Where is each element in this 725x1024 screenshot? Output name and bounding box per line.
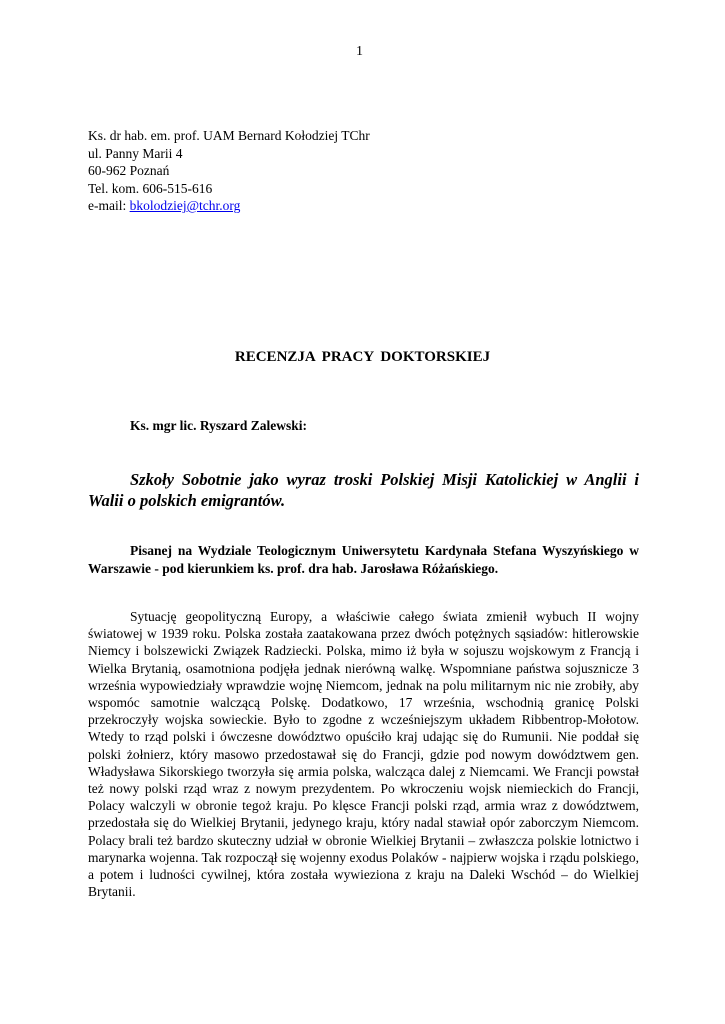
email-link[interactable]: bkolodziej@tchr.org	[129, 198, 241, 213]
phone-line: Tel. kom. 606-515-616	[88, 180, 213, 196]
email-label: e-mail:	[88, 198, 130, 213]
thesis-author: Ks. mgr lic. Ryszard Zalewski:	[130, 418, 308, 433]
thesis-origin-note: Pisanej na Wydziale Teologicznym Uniwersytetu Kardynała Stefana Wyszyńskiego w Warszawie - pod kierunkiem ks. prof. dra hab. Jarosława Różańskiego.	[88, 543, 639, 576]
thesis-title: Szkoły Sobotnie jako wyraz troski Polskiej Misji Katolickiej w Anglii i Walii o polskich emigrantów.	[88, 470, 639, 510]
email-line	[88, 197, 370, 215]
document-title: RECENZJA PRACY DOKTORSKIEJ	[234, 349, 491, 365]
street-line: ul. Panny Marii 4	[88, 145, 183, 161]
city-line: 60-962 Poznań	[88, 163, 170, 178]
address-block	[88, 127, 370, 215]
page-number: 1	[356, 44, 363, 59]
body-paragraph: Sytuację geopolityczną Europy, a właściwie całego świata zmienił wybuch II wojny światowej w 1939 roku. Polska została zaatakowana przez dwóch potężnych sąsiadów: hitlerowskie Niemcy i bolszewicki Związek Radziecki. Polska, mimo iż była w sojuszu wojskowym z Francją i Wielka Brytanią, osamotniona podjęła jednak nierówną walkę. Wspomniane państwa sojusznicze 3 września wypowiedziały wprawdzie wojnę Niemcom, jednak na polu militarnym nic nie zrobiły, aby wspomóc samotnie walczącą Polskę. Dodatkowo, 17 września, wschodnią granicę Polski przekroczyły wojska sowieckie. Było to zgodne z wcześniejszym układem Ribbentrop-Mołotow. Wtedy to rząd polski i ówczesne dowództwo opuściło kraj udając się do Rumunii. Nie poddał się polski żołnierz, który masowo przedostawał się do Francji, gdzie pod nowym dowództwem gen. Władysława Sikorskiego tworzyła się armia polska, walcząca dalej z Niemcami. We Francji powstał też nowy polski rząd wraz z nowym prezydentem. Po wkroczeniu wojsk niemieckich do Francji, Polacy walczyli w obronie tegoż kraju. Po klęsce Francji polski rząd, armia wraz z dowództwem, przedostała się do Wielkiej Brytanii, jedynego kraju, który nadal stawiał opór zaborczym Niemcom. Polacy brali też bardzo skuteczny udział w obronie Wielkiej Brytanii – zwłaszcza polskie lotnictwo i marynarka wojenna. Tak rozpoczął się wojenny exodus Polaków - najpierw wojska i rządu polskiego, a potem i ludności cywilnej, która została wywieziona z kraju na Daleki Wschód – do Wielkiej Brytanii.	[88, 609, 639, 900]
author-name-line: Ks. dr hab. em. prof. UAM Bernard Kołodziej TChr	[88, 128, 370, 143]
